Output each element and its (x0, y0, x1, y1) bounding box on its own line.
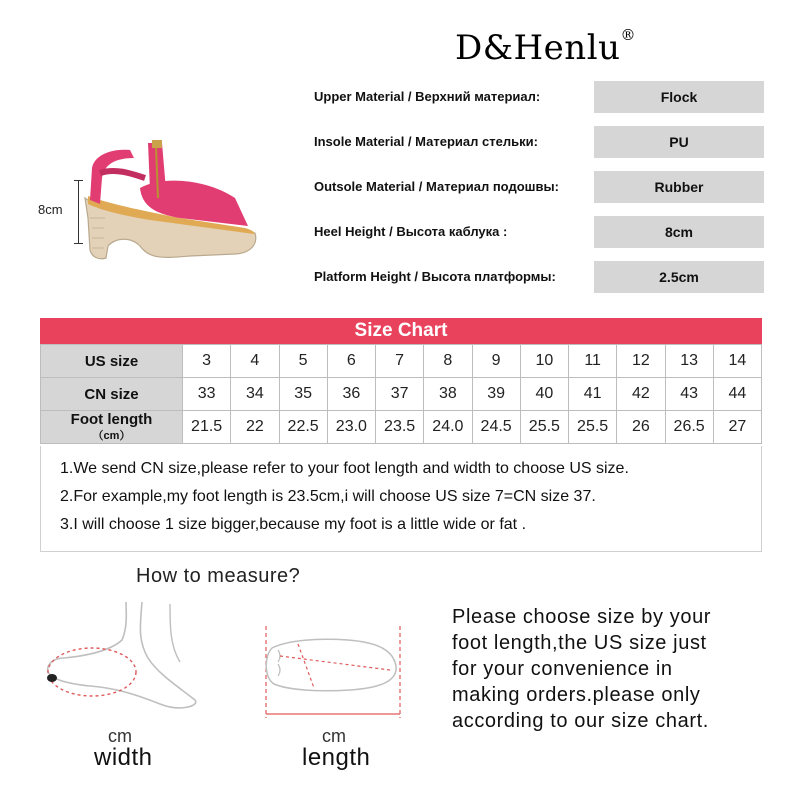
size-cell: 25.5 (520, 411, 568, 444)
size-chart (40, 318, 762, 444)
registered-mark: ® (620, 26, 636, 44)
product-image (30, 118, 270, 278)
size-cell: 9 (472, 345, 520, 378)
brand-name: D&Henlu (455, 28, 621, 68)
spec-row-heel-height (314, 216, 764, 248)
size-row-header (41, 345, 183, 378)
size-cell: 37 (376, 378, 424, 411)
size-cell: 23.0 (327, 411, 375, 444)
size-advice (452, 604, 772, 734)
size-row-header-label: Foot length (70, 411, 153, 428)
size-cell: 23.5 (376, 411, 424, 444)
spec-label: Heel Height / Высота каблука : (314, 224, 508, 239)
foot-width-illustration-icon (30, 596, 210, 716)
size-cell: 27 (713, 411, 761, 444)
wedge-sandal-icon (30, 118, 270, 278)
size-cell: 36 (327, 378, 375, 411)
advice-line: according to our size chart. (452, 710, 709, 732)
note-2: 2.For example,my foot length is 23.5cm,i will choose US size 7=CN size 37. (60, 488, 596, 505)
spec-row-upper (314, 81, 764, 113)
size-cell: 3 (183, 345, 231, 378)
size-cell: 11 (569, 345, 617, 378)
size-cell: 35 (279, 378, 327, 411)
size-cell: 4 (231, 345, 279, 378)
size-row (41, 411, 762, 444)
advice-line: making orders.please only (452, 684, 701, 706)
heel-height-mark: 8cm (38, 202, 63, 217)
height-dimension-line (78, 180, 79, 244)
size-cell: 26 (617, 411, 665, 444)
size-cell: 24.0 (424, 411, 472, 444)
size-cell: 21.5 (183, 411, 231, 444)
measure-title: How to measure? (136, 565, 301, 587)
size-cell: 10 (520, 345, 568, 378)
size-cell: 13 (665, 345, 713, 378)
size-cell: 6 (327, 345, 375, 378)
size-cell: 33 (183, 378, 231, 411)
size-row-header (41, 378, 183, 411)
spec-value: Rubber (594, 171, 764, 203)
width-label: width (94, 744, 153, 771)
spec-row-insole (314, 126, 764, 158)
size-cell: 7 (376, 345, 424, 378)
advice-line: Please choose size by your (452, 606, 712, 628)
size-cell: 12 (617, 345, 665, 378)
spec-value: 2.5cm (594, 261, 764, 293)
spec-label: Platform Height / Высота платформы: (314, 269, 556, 284)
spec-value: PU (594, 126, 764, 158)
size-cell: 25.5 (569, 411, 617, 444)
size-row (41, 378, 762, 411)
size-cell: 8 (424, 345, 472, 378)
size-cell: 39 (472, 378, 520, 411)
width-unit: cm (108, 726, 132, 746)
spec-value: 8cm (594, 216, 764, 248)
spec-row-outsole (314, 171, 764, 203)
size-cell: 22.5 (279, 411, 327, 444)
size-cell: 26.5 (665, 411, 713, 444)
size-cell: 14 (713, 345, 761, 378)
note-1: 1.We send CN size,please refer to your foot length and width to choose US size. (60, 460, 629, 477)
size-row-header-unit: （cm） (92, 430, 131, 442)
length-label: length (302, 744, 371, 771)
size-row-header (41, 411, 183, 444)
note-3: 3.I will choose 1 size bigger,because my foot is a little wide or fat . (60, 516, 527, 533)
advice-line: for your convenience in (452, 658, 673, 680)
size-cell: 40 (520, 378, 568, 411)
size-row-header-label: CN size (84, 385, 139, 403)
spec-label: Outsole Material / Материал подошвы: (314, 179, 559, 194)
brand-logo (455, 28, 636, 68)
length-unit: cm (322, 726, 346, 746)
size-cell: 5 (279, 345, 327, 378)
size-row (41, 345, 762, 378)
spec-label: Upper Material / Верхний материал: (314, 89, 541, 104)
size-table (40, 344, 762, 444)
spec-row-platform-height (314, 261, 764, 293)
size-cell: 38 (424, 378, 472, 411)
foot-length-illustration-icon (258, 626, 408, 722)
size-cell: 42 (617, 378, 665, 411)
size-row-header-label: US size (84, 352, 139, 370)
size-cell: 22 (231, 411, 279, 444)
spec-value: Flock (594, 81, 764, 113)
size-cell: 43 (665, 378, 713, 411)
size-cell: 34 (231, 378, 279, 411)
advice-line: foot length,the US size just (452, 632, 707, 654)
size-chart-title: Size Chart (40, 318, 762, 344)
size-cell: 44 (713, 378, 761, 411)
size-cell: 41 (569, 378, 617, 411)
size-notes (40, 446, 762, 552)
size-cell: 24.5 (472, 411, 520, 444)
spec-label: Insole Material / Материал стельки: (314, 134, 538, 149)
